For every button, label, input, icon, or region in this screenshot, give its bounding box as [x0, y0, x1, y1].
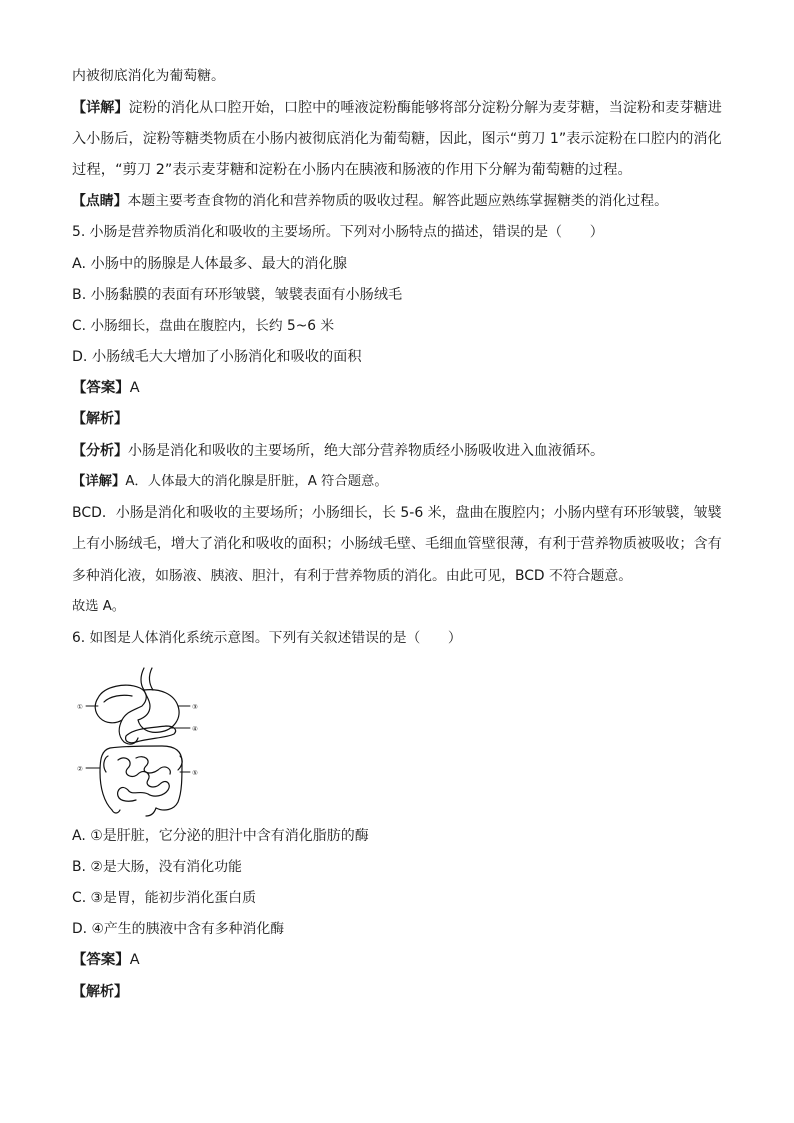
prev-continued-line: 内被彻底消化为葡萄糖。 — [72, 68, 225, 84]
q5-bcd-line-1: BCD．小肠是消化和吸收的主要场所；小肠细长，长 5-6 米，盘曲在腹腔内；小肠内壁有环形皱襞，皱襞 — [72, 505, 722, 521]
detail-tag: 【详解】 — [72, 100, 129, 116]
q5-bcd-line-3: 多种消化液，如肠液、胰液、胆汁，有利于营养物质的消化。由此可见，BCD 不符合题意。 — [72, 568, 633, 584]
pancreas-shape — [126, 726, 176, 743]
figure-label-5: ⑤ — [192, 769, 198, 777]
q5-bcd-line-2: 上有小肠绒毛，增大了消化和吸收的面积；小肠绒毛壁、毛细血管壁很薄，有利于营养物质被吸收；含有 — [72, 536, 722, 552]
answer-value: A — [129, 380, 140, 396]
q5-conclusion: 故选 A。 — [72, 599, 126, 614]
figure-label-1: ① — [77, 703, 83, 711]
q6-stem: 6. 如图是人体消化系统示意图。下列有关叙述错误的是（ ） — [72, 630, 462, 646]
detail-tag: 【详解】 — [72, 474, 126, 489]
liver-shape — [95, 685, 146, 723]
q5-option-b: B. 小肠黏膜的表面有环形皱襞，皱襞表面有小肠绒毛 — [72, 287, 403, 303]
q6-analysis-tag: 【解析】 — [72, 984, 128, 1000]
large-intestine-shape — [100, 746, 182, 810]
answer-value: A — [129, 952, 140, 968]
q5-option-a: A. 小肠中的肠腺是人体最多、最大的消化腺 — [72, 256, 348, 272]
liver-detail — [104, 695, 132, 702]
q5-analysis-tag: 【解析】 — [72, 411, 128, 427]
figure-label-3: ③ — [192, 703, 198, 711]
comment-text: 本题主要考查食物的消化和营养物质的吸收过程。解答此题应熟练掌握糖类的消化过程。 — [127, 193, 668, 209]
q6-option-a: A. ①是肝脏，它分泌的胆汁中含有消化脂肪的酶 — [72, 828, 369, 844]
answer-tag: 【答案】 — [72, 380, 130, 396]
rectum-shape — [112, 808, 156, 816]
q6-answer — [72, 950, 140, 970]
duodenum-shape — [119, 720, 138, 744]
q6-option-c: C. ③是胃，能初步消化蛋白质 — [72, 890, 256, 906]
fenxi-tag: 【分析】 — [72, 443, 128, 459]
q5-option-d: D. 小肠绒毛大大增加了小肠消化和吸收的面积 — [72, 349, 362, 365]
digestive-system-diagram — [74, 662, 214, 818]
fenxi-text: 小肠是消化和吸收的主要场所，绝大部分营养物质经小肠吸收进入血液循环。 — [128, 443, 604, 459]
q5-stem: 5. 小肠是营养物质消化和吸收的主要场所。下列对小肠特点的描述，错误的是（ ） — [72, 224, 604, 240]
answer-tag: 【答案】 — [72, 952, 130, 968]
stomach-shape — [138, 690, 179, 733]
figure-label-4: ④ — [192, 725, 198, 733]
q6-option-d: D. ④产生的胰液中含有多种消化酶 — [72, 921, 285, 937]
comment-tag: 【点睛】 — [72, 193, 128, 209]
prev-comment-line — [72, 191, 668, 211]
esophagus-shape — [141, 668, 153, 690]
prev-detail-line-3: 过程，“剪刀 2”表示麦芽糖和淀粉在小肠内在胰液和肠液的作用下分解为葡萄糖的过程。 — [72, 162, 632, 178]
q6-option-b: B. ②是大肠，没有消化功能 — [72, 859, 242, 875]
q5-detail-line — [72, 472, 388, 492]
detail-text: A．人体最大的消化腺是肝脏，A 符合题意。 — [125, 474, 388, 489]
small-intestine-coils — [118, 758, 170, 801]
figure-label-2: ② — [77, 765, 83, 773]
q5-answer — [72, 378, 140, 398]
q5-fenxi-line — [72, 441, 604, 461]
q5-option-c: C. 小肠细长，盘曲在腹腔内，长约 5~6 米 — [72, 318, 335, 334]
prev-detail-line-1 — [72, 98, 722, 118]
detail-text: 淀粉的消化从口腔开始，口腔中的唾液淀粉酶能够将部分淀粉分解为麦芽糖，当淀粉和麦芽糖进 — [128, 100, 722, 116]
prev-detail-line-2: 入小肠后，淀粉等糖类物质在小肠内被彻底消化为葡萄糖，因此，图示“剪刀 1”表示淀粉在口腔内的消化 — [72, 131, 722, 147]
